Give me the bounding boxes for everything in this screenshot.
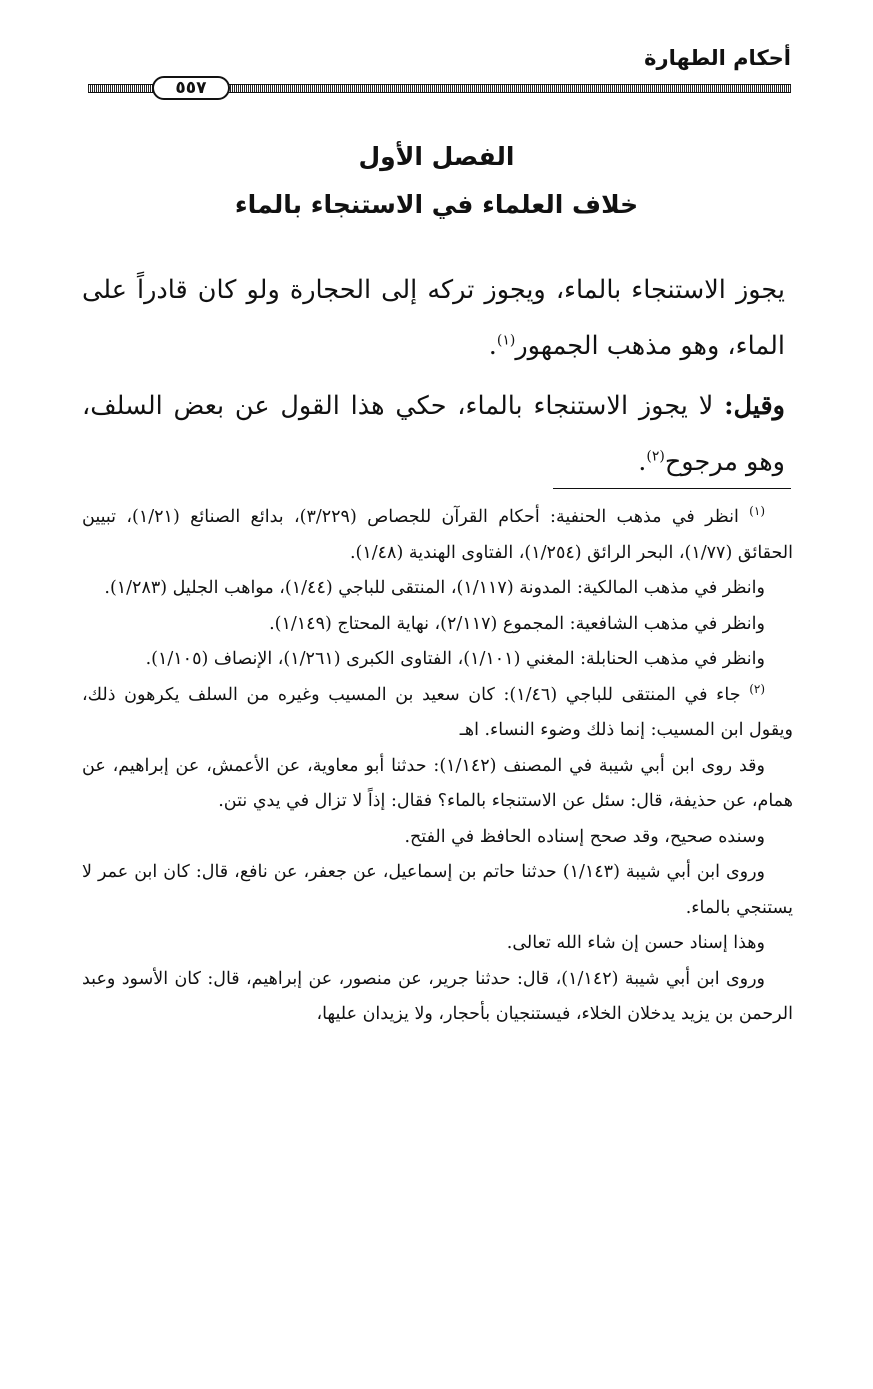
footnote-1-marker: (١) — [749, 504, 765, 519]
footnote-1-maliki: وانظر في مذهب المالكية: المدونة (١/١١٧)، المنتقى للباجي (١/٤٤)، مواهب الجليل (١/٢٨٣). — [104, 578, 765, 598]
paragraph-1-end: . — [488, 331, 497, 361]
paragraph-1-text: يجوز الاستنجاء بالماء، ويجوز تركه إلى الحجارة ولو كان قادراً على الماء، وهو مذهب الجمهور — [82, 275, 785, 361]
paragraph-1 — [82, 262, 785, 374]
paragraph-2-lead: وقيل: — [724, 391, 785, 421]
chapter-title: الفصل الأول — [358, 142, 515, 171]
footnote-2-text — [82, 678, 793, 749]
paragraph-2-text: لا يجوز الاستنجاء بالماء، حكي هذا القول عن بعض السلف، وهو مرجوح — [82, 391, 785, 477]
footnote-2-ibn-umar: وروى ابن أبي شيبة (١/١٤٣) حدثنا حاتم بن إسماعيل، عن جعفر، عن نافع، قال: كان ابن عمر لا يستنجي بالماء. — [82, 862, 793, 918]
footnote-2-text-body: جاء في المنتقى للباجي (١/٤٦): كان سعيد بن المسيب وغيره من السلف يكرهون ذلك، ويقول ابن المسيب: إنما ذلك وضوء النساء. اهـ — [82, 684, 793, 740]
footnotes — [82, 500, 793, 1033]
footnote-1-shafii: وانظر في مذهب الشافعية: المجموع (٢/١١٧)، نهاية المحتاج (١/١٤٩). — [269, 613, 765, 634]
footnote-2-grading-2: وهذا إسناد حسن إن شاء الله تعالى. — [506, 933, 765, 953]
footnote-separator — [553, 488, 791, 489]
footnote-2-marker: (٢) — [749, 681, 766, 696]
footnote-2-aswad: وروى ابن أبي شيبة (١/١٤٢)، قال: حدثنا جرير، عن منصور، عن إبراهيم، قال: كان الأسود وعبد الرحمن بن يزيد يدخلان الخلاء، فيستنجيان بأحجار، ولا يزيدان عليها، — [82, 968, 793, 1024]
footnote-2-grading: وسنده صحيح، وقد صحح إسناده الحافظ في الفتح. — [404, 826, 765, 847]
section-title: خلاف العلماء في الاستنجاء بالماء — [234, 190, 639, 219]
footnote-ref-1: (١) — [496, 332, 516, 349]
paragraph-2-end: . — [638, 447, 647, 477]
running-title: أحكام الطهارة — [644, 46, 791, 70]
footnote-1-hanbali: وانظر في مذهب الحنابلة: المغني (١/١٠١)، الفتاوى الكبرى (١/٢٦١)، الإنصاف (١/١٠٥). — [145, 649, 765, 669]
footnote-2-hudhayfa: وقد روى ابن أبي شيبة في المصنف (١/١٤٢): حدثنا أبو معاوية، عن الأعمش، عن إبراهيم، عن همام، عن حذيفة، قال: سئل عن الاستنجاء بالماء؟ فقال: إذاً لا تزال في يدي نتن. — [82, 755, 793, 811]
page-number: ٥٥٧ — [175, 78, 207, 98]
footnote-1-hanafi — [82, 500, 793, 571]
footnote-ref-2: (٢) — [646, 448, 665, 465]
main-text — [82, 262, 785, 494]
paragraph-2 — [82, 378, 785, 490]
page-number-badge — [152, 76, 230, 100]
footnote-1-hanafi-text: انظر في مذهب الحنفية: أحكام القرآن للجصاص (٣/٢٢٩)، بدائع الصنائع (١/٢١)، تبيين الحقائق (١/٧٧)، البحر الرائق (١/٢٥٤)، الفتاوى الهندية (١/٤٨). — [82, 507, 793, 563]
